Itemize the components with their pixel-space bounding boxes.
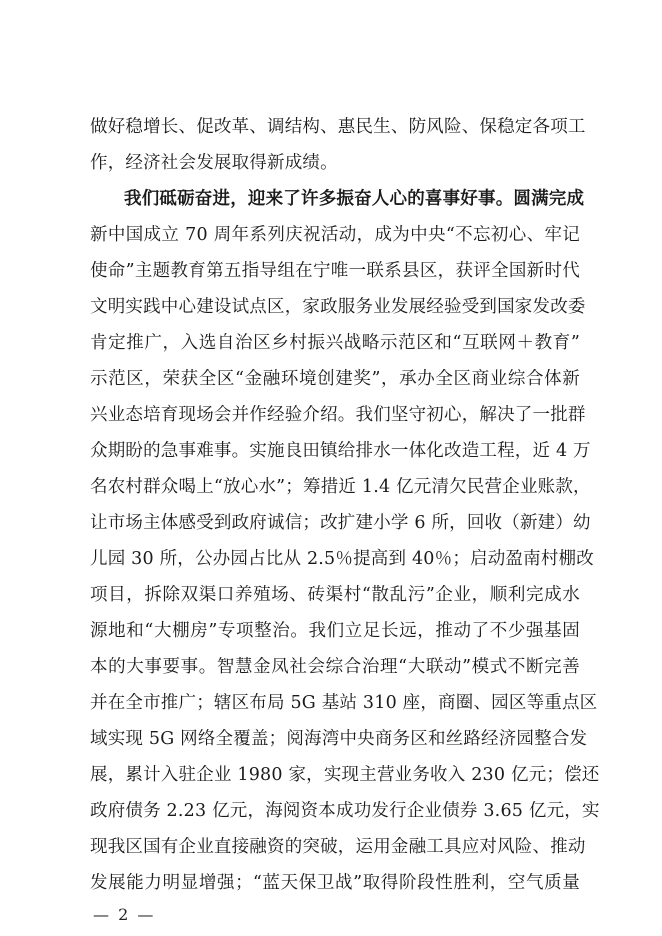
text-line-16: 本的大事要事。智慧金凤社会综合治理“大联动”模式不断完善 bbox=[90, 657, 580, 677]
text-line-6: 文明实践中心建设试点区，家政服务业发展经验受到国家发改委 bbox=[90, 297, 586, 317]
text-line-14: 项目，拆除双渠口养殖场、砖渠村“散乱污”企业，顺利完成水 bbox=[90, 585, 580, 605]
text-line-1: 做好稳增长、促改革、调结构、惠民生、防风险、保稳定各项工 bbox=[90, 117, 586, 137]
text-line-19: 展，累计入驻企业 1980 家，实现主营业务收入 230 亿元；偿还 bbox=[90, 765, 600, 785]
text-line-4: 新中国成立 70 周年系列庆祝活动，成为中央“不忘初心、牢记 bbox=[90, 225, 580, 245]
text-line-21: 现我区国有企业直接融资的突破，运用金融工具应对风险、推动 bbox=[90, 837, 586, 857]
text-line-15: 源地和“大棚房”专项整治。我们立足长远，推动了不少强基固 bbox=[90, 621, 580, 641]
text-line-8: 示范区，荣获全区“金融环境创建奖”，承办全区商业综合体新 bbox=[90, 369, 580, 389]
text-line-2: 作，经济社会发展取得新成绩。 bbox=[90, 153, 338, 173]
text-line-22: 发展能力明显增强；“蓝天保卫战”取得阶段性胜利，空气质量 bbox=[90, 873, 580, 893]
text-line-20: 政府债务 2.23 亿元，海阅资本成功发行企业债券 3.65 亿元，实 bbox=[90, 801, 600, 821]
text-line-7: 肯定推广，入选自治区乡村振兴战略示范区和“互联网＋教育” bbox=[90, 333, 580, 353]
text-line-13: 儿园 30 所，公办园占比从 2.5％提高到 40％；启动盈南村棚改 bbox=[90, 549, 594, 569]
text-line-17: 并在全市推广；辖区布局 5G 基站 310 座，商圈、园区等重点区 bbox=[90, 693, 598, 713]
text-line-10: 众期盼的急事难事。实施良田镇给排水一体化改造工程，近 4 万 bbox=[90, 441, 591, 461]
page-number: — 2 — bbox=[93, 905, 156, 924]
text-line-5: 使命”主题教育第五指导组在宁唯一联系县区，获评全国新时代 bbox=[90, 261, 580, 281]
text-line-11: 名农村群众喝上“放心水”；筹措近 1.4 亿元清欠民营企业账款， bbox=[90, 477, 591, 497]
text-line-18: 域实现 5G 网络全覆盖；阅海湾中央商务区和丝路经济园整合发 bbox=[90, 729, 588, 749]
text-line-3: 我们砥砺奋进，迎来了许多振奋人心的喜事好事。圆满完成 bbox=[124, 189, 585, 209]
text-line-12: 让市场主体感受到政府诚信；改扩建小学 6 所，回收（新建）幼 bbox=[90, 513, 591, 533]
text-line-9: 兴业态培育现场会并作经验介绍。我们坚守初心，解决了一批群 bbox=[90, 405, 586, 425]
